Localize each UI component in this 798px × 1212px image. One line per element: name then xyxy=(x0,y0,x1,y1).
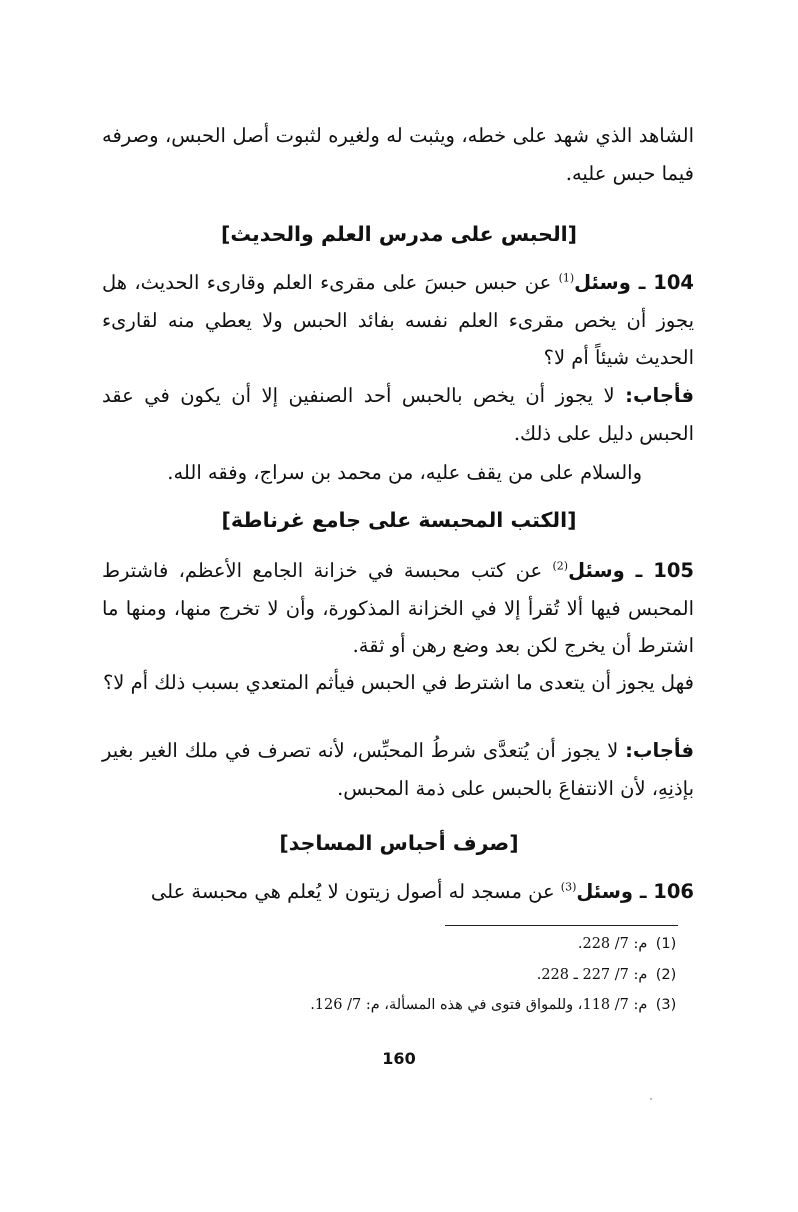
answer-105 xyxy=(102,732,694,807)
footnote-ref-3: (3) xyxy=(560,880,577,894)
footnote-2 xyxy=(200,963,680,987)
section-heading-teaching: [الحبس على مدرس العلم والحديث] xyxy=(220,222,578,246)
question-104 xyxy=(102,264,694,377)
page-number: 160 xyxy=(382,1049,416,1068)
salutation-text: والسلام على من يقف عليه، من محمد بن سراج، وفقه الله. xyxy=(167,461,642,484)
question-text: عن حبس حبسَ على مقرىء العلم وقارىء الحديث، هل يجوز أن يخص مقرىء العلم نفسه بفائد الحبس ولا يعطي منه لقارىء الحديث شيئاً أم لا؟ xyxy=(102,271,694,369)
footnote-1 xyxy=(200,932,680,956)
question-105-followup xyxy=(102,664,694,702)
footnote-text: م: 7/ 118، وللمواق فتوى في هذه المسألة، م: 7/ 126. xyxy=(310,997,648,1013)
footnote-text: م: 7/ 228. xyxy=(577,936,648,952)
footnote-ref-2: (2) xyxy=(552,559,569,573)
footnote-number: (2) xyxy=(655,967,677,983)
paragraph-text: الشاهد الذي شهد على خطه، ويثبت له ولغيره لثبوت أصل الحبس، وصرفه فيما حبس عليه. xyxy=(102,124,694,185)
answer-label: فأجاب: xyxy=(625,739,694,762)
footnote-3 xyxy=(200,993,680,1017)
answer-text: لا يجوز أن يُتعدَّى شرطُ المحبِّس، لأنه تصرف في ملك الغير بغير بإذنِهِ، لأن الانتفاعَ بالحبس على ذمة المحبس. xyxy=(102,739,694,800)
question-105 xyxy=(102,552,694,665)
section-heading-mosques: [صرف أحباس المساجد] xyxy=(279,831,519,855)
footnote-text: م: 7/ 227 ـ 228. xyxy=(536,967,648,983)
closing-salutation xyxy=(102,454,642,492)
question-text: عن مسجد له أصول زيتون لا يُعلم هي محبسة على xyxy=(150,880,555,903)
footnote-divider xyxy=(445,925,678,926)
footnote-number: (3) xyxy=(655,997,677,1013)
question-number-105: 105 ـ وسئل xyxy=(568,559,695,582)
footnote-number: (1) xyxy=(655,936,677,952)
paragraph-continuation xyxy=(102,117,694,192)
footnote-ref-1: (1) xyxy=(558,271,575,285)
question-number-106: 106 ـ وسئل xyxy=(576,880,694,903)
answer-label: فأجاب: xyxy=(625,384,694,407)
question-106 xyxy=(102,873,694,911)
scan-speck xyxy=(650,1098,652,1100)
paragraph-text: فهل يجوز أن يتعدى ما اشترط في الحبس فيأثم المتعدي بسبب ذلك أم لا؟ xyxy=(102,671,694,694)
answer-104 xyxy=(102,377,694,452)
question-text: عن كتب محبسة في خزانة الجامع الأعظم، فاشترط المحبس فيها ألا تُقرأ إلا في الخزانة المذكورة، وأن لا تخرج منها، ومنها ما اشترط أن يخرج لكن بعد وضع رهن أو ثقة. xyxy=(102,559,694,657)
answer-text: لا يجوز أن يخص بالحبس أحد الصنفين إلا أن يكون في عقد الحبس دليل على ذلك. xyxy=(102,384,694,445)
question-number-104: 104 ـ وسئل xyxy=(574,271,695,294)
section-heading-books: [الكتب المحبسة على جامع غرناطة] xyxy=(221,508,577,532)
